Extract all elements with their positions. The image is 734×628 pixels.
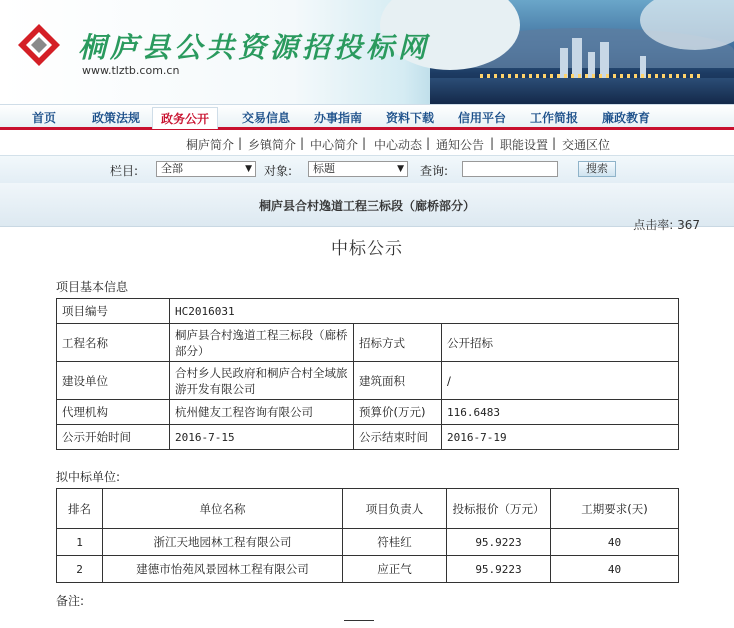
site-title: 桐庐县公共资源招投标网: [78, 31, 431, 64]
table-row: [57, 556, 679, 583]
header-company: 单位名称: [103, 489, 343, 529]
remark-label: 备注:: [56, 594, 85, 608]
table-row: [57, 299, 679, 324]
nav-item-trade[interactable]: 交易信息: [242, 111, 291, 125]
subnav-separator: |: [238, 136, 243, 150]
chevron-down-icon: ▼: [245, 164, 252, 174]
page-title: 中标公示: [331, 239, 403, 259]
subnav-item-functions[interactable]: 职能设置: [500, 138, 549, 152]
basic-info-table: [56, 298, 679, 450]
table-row: [57, 425, 679, 450]
cell-duration: 40: [551, 556, 679, 583]
object-select[interactable]: [308, 161, 408, 177]
column-select-value: 全部: [161, 162, 183, 175]
object-select-value: 标题: [313, 162, 335, 175]
site-url: www.tlztb.com.cn: [82, 64, 180, 77]
start-date-label: 公示开始时间: [57, 425, 170, 450]
cell-manager: 应正气: [343, 556, 447, 583]
subnav-item-towns[interactable]: 乡镇简介: [248, 138, 297, 152]
cell-bid-price: 95.9223: [447, 556, 551, 583]
header-rank: 排名: [57, 489, 103, 529]
subnav-separator: |: [362, 136, 367, 150]
end-date-value: 2016-7-19: [442, 425, 679, 450]
basic-info-label: 项目基本信息: [56, 280, 129, 294]
cell-manager: 符桂红: [343, 529, 447, 556]
nav-item-briefing[interactable]: 工作简报: [530, 111, 579, 125]
nav-item-home[interactable]: 首页: [32, 111, 57, 125]
subnav-item-news[interactable]: 中心动态: [374, 138, 423, 152]
nav-item-downloads[interactable]: 资料下载: [386, 111, 435, 125]
winners-table: [56, 488, 679, 583]
subnav-item-notices[interactable]: 通知公告: [436, 138, 485, 152]
area-label: 建筑面积: [354, 362, 442, 400]
banner-lights: [480, 74, 700, 78]
subnav-separator: |: [552, 136, 557, 150]
column-label: 栏目:: [110, 164, 139, 178]
banner-building: [572, 38, 582, 78]
project-name-label: 工程名称: [57, 324, 170, 362]
table-row: [57, 400, 679, 425]
cell-company: 浙江天地园林工程有限公司: [103, 529, 343, 556]
article-title: 桐庐县合村逸道工程三标段（廊桥部分）: [258, 199, 475, 213]
query-label: 查询:: [420, 164, 449, 178]
project-no-label: 项目编号: [57, 299, 170, 324]
builder-value: 合村乡人民政府和桐庐合村全域旅游开发有限公司: [170, 362, 354, 400]
site-logo-icon: [16, 22, 62, 68]
cell-rank: 1: [57, 529, 103, 556]
builder-label: 建设单位: [57, 362, 170, 400]
banner-water: [430, 78, 734, 104]
header-manager: 项目负责人: [343, 489, 447, 529]
bid-method-label: 招标方式: [354, 324, 442, 362]
object-label: 对象:: [264, 164, 293, 178]
subnav-item-transport[interactable]: 交通区位: [562, 138, 611, 152]
banner-building: [600, 42, 609, 78]
nav-item-guide[interactable]: 办事指南: [314, 111, 363, 125]
bid-method-value: 公开招标: [442, 324, 679, 362]
winners-label: 拟中标单位:: [56, 470, 121, 484]
header-bid-price: 投标报价（万元）: [447, 489, 551, 529]
table-row: [57, 529, 679, 556]
search-input[interactable]: [462, 161, 558, 177]
nav-item-policy[interactable]: 政策法规: [92, 111, 141, 125]
start-date-value: 2016-7-15: [170, 425, 354, 450]
main-nav: [0, 104, 734, 130]
budget-label: 预算价(万元): [354, 400, 442, 425]
subnav-item-center[interactable]: 中心简介: [310, 138, 359, 152]
agency-label: 代理机构: [57, 400, 170, 425]
nav-item-government[interactable]: 政务公开: [152, 107, 218, 129]
agency-value: 杭州健友工程咨询有限公司: [170, 400, 354, 425]
end-date-label: 公示结束时间: [354, 425, 442, 450]
subnav-separator: |: [426, 136, 431, 150]
cell-duration: 40: [551, 529, 679, 556]
cell-rank: 2: [57, 556, 103, 583]
area-value: /: [442, 362, 679, 400]
table-header-row: [57, 489, 679, 529]
subnav-separator: |: [490, 136, 495, 150]
chevron-down-icon: ▼: [397, 164, 404, 174]
table-row: [57, 324, 679, 362]
cell-company: 建德市怡苑风景园林工程有限公司: [103, 556, 343, 583]
nav-item-credit[interactable]: 信用平台: [458, 111, 507, 125]
subnav-item-tonglu[interactable]: 桐庐简介: [186, 138, 235, 152]
header-duration: 工期要求(天): [551, 489, 679, 529]
nav-item-integrity[interactable]: 廉政教育: [602, 111, 651, 125]
budget-value: 116.6483: [442, 400, 679, 425]
project-no-value: HC2016031: [170, 299, 679, 324]
footer-divider: [344, 620, 374, 621]
search-button[interactable]: 搜索: [578, 161, 616, 177]
site-header: [0, 0, 734, 104]
table-row: [57, 362, 679, 400]
search-bar: [0, 155, 734, 183]
subnav-separator: |: [300, 136, 305, 150]
click-count: 点击率: 367: [633, 218, 700, 232]
column-select[interactable]: [156, 161, 256, 177]
project-name-value: 桐庐县合村逸道工程三标段（廊桥部分）: [170, 324, 354, 362]
article-title-bar: [0, 183, 734, 227]
sub-nav: [0, 133, 734, 155]
cell-bid-price: 95.9223: [447, 529, 551, 556]
